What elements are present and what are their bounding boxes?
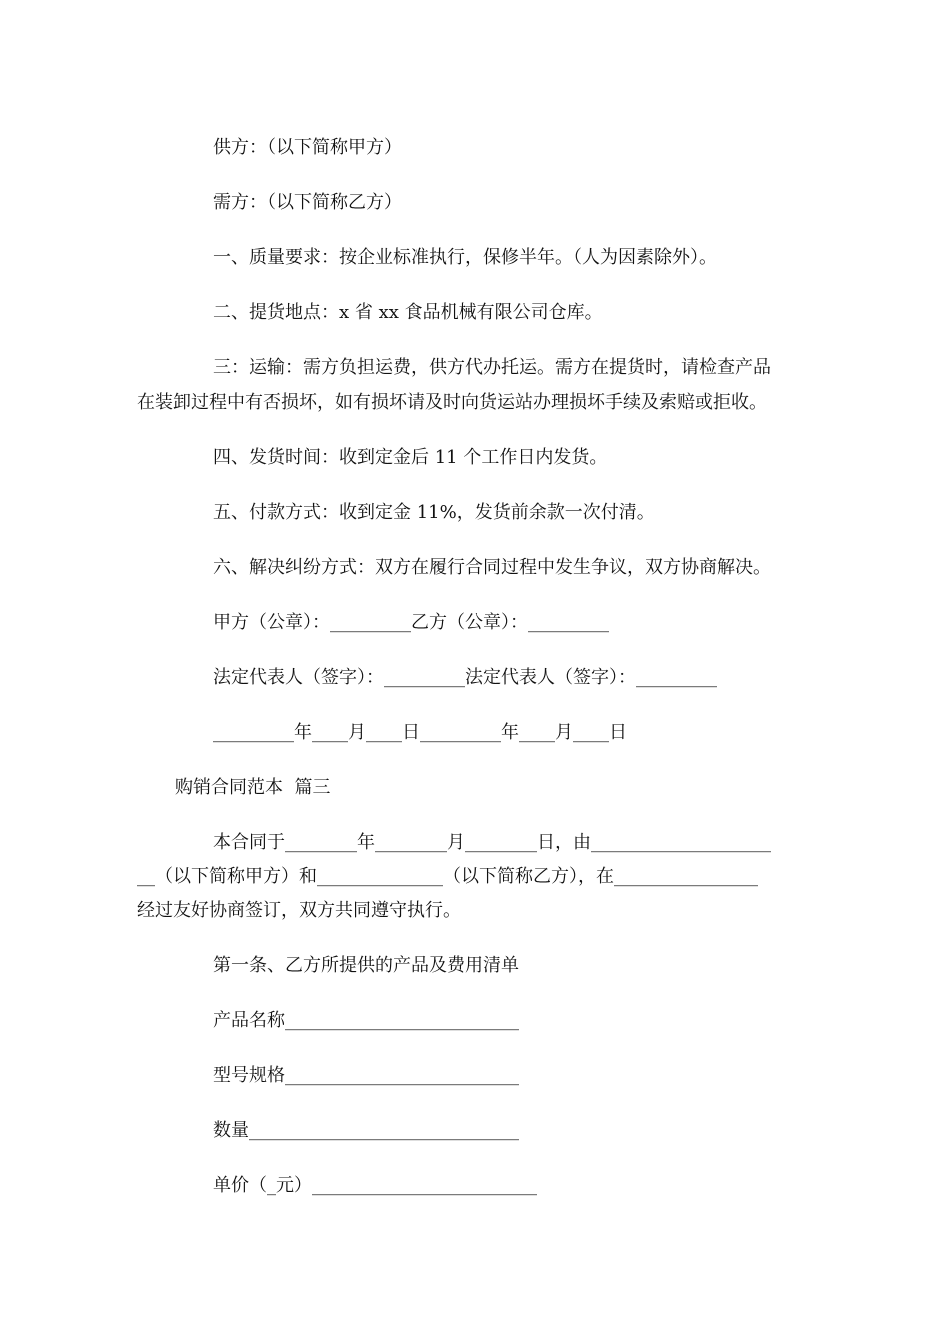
clause-transport-line-1: 三：运输：需方负担运费，供方代办托运。需方在提货时，请检查产品 [213,357,771,378]
supplier-line: 供方：（以下简称甲方） [213,137,402,158]
clause-payment: 五、付款方式：收到定金 11%，发货前余款一次付清。 [213,502,655,523]
clause-pickup-location: 二、提货地点：x 省 xx 食品机械有限公司仓库。 [213,302,603,323]
unit-price-field: 单价（_元）_________________________ [213,1175,537,1196]
contract-intro-line-2: __（以下简称甲方）和______________（以下简称乙方），在________________ [137,866,758,887]
clause-dispute: 六、解决纠纷方式：双方在履行合同过程中发生争议，双方协商解决。 [213,557,771,578]
article-one-heading: 第一条、乙方所提供的产品及费用清单 [213,955,519,976]
contract-intro-line-1: 本合同于________年________月________日，由____________________ [213,832,771,853]
section-title: 购销合同范本 篇三 [175,777,331,798]
clause-quality: 一、质量要求：按企业标准执行，保修半年。（人为因素除外）。 [213,247,717,268]
quantity-field: 数量______________________________ [213,1120,519,1141]
clause-delivery-time: 四、发货时间：收到定金后 11 个工作日内发货。 [213,447,608,468]
date-line: _________年____月____日_________年____月____日 [213,722,627,743]
buyer-line: 需方：（以下简称乙方） [213,192,402,213]
contract-intro-line-3: 经过友好协商签订，双方共同遵守执行。 [137,900,461,921]
product-name-field: 产品名称__________________________ [213,1010,519,1031]
clause-transport-line-2: 在装卸过程中有否损坏，如有损坏请及时向货运站办理损坏手续及索赔或拒收。 [137,392,767,413]
model-spec-field: 型号规格__________________________ [213,1065,519,1086]
seal-line: 甲方（公章）：_________乙方（公章）：_________ [213,612,609,633]
signature-line: 法定代表人（签字）：_________法定代表人（签字）：_________ [213,667,717,688]
